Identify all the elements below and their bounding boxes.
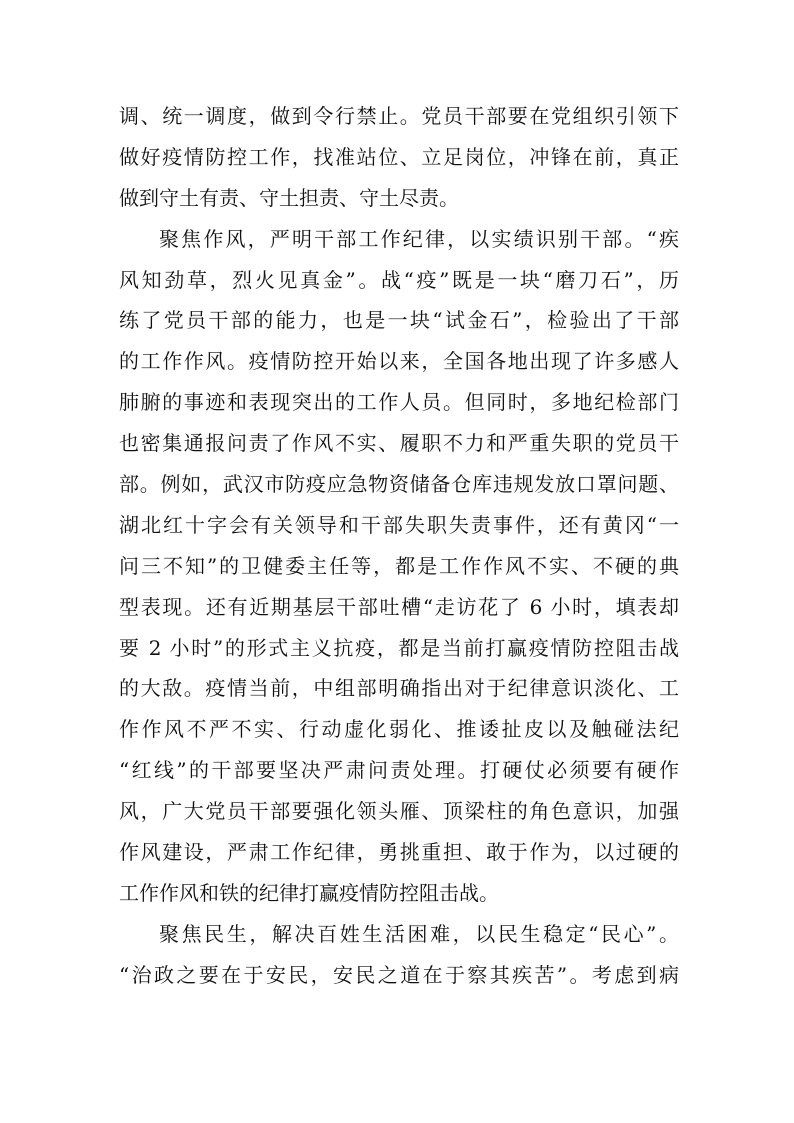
text-line: 调、统一调度，做到令行禁止。党员干部要在党组织引领下 [119,104,679,128]
text-line: 肺腑的事迹和表现突出的工作人员。但同时，多地纪检部门 [119,390,679,415]
text-line: 也密集通报问责了作风不实、履职不力和严重失职的党员干 [119,431,679,456]
text-line: 问三不知”的卫健委主任等，都是工作作风不实、不硬的典 [119,553,679,578]
body-text [119,96,679,996]
text-line: “治政之要在于安民，安民之道在于察其疾苦”。考虑到病 [119,962,679,987]
text-line: 作作风不严不实、行动虚化弱化、推诿扯皮以及触碰法纪 [119,717,679,742]
text-line: 作风建设，严肃工作纪律，勇挑重担、敢于作为，以过硬的 [119,840,679,865]
text-line: 聚焦作风，严明干部工作纪律，以实绩识别干部。“疾 [159,226,679,251]
text-line: 练了党员干部的能力，也是一块“试金石”，检验出了干部 [119,308,679,333]
text-line: 部。例如，武汉市防疫应急物资储备仓库违规发放口罩问题、 [119,472,679,497]
text-line: 风知劲草，烈火见真金”。战“疫”既是一块“磨刀石”，历 [119,267,679,292]
text-line: 做到守土有责、守土担责、守土尽责。 [119,185,459,210]
text-line: 聚焦民生，解决百姓生活困难，以民生稳定“民心”。 [159,921,679,946]
text-line: 型表现。还有近期基层干部吐槽“走访花了 6 小时，填表却 [119,594,679,619]
text-line: 的工作作风。疫情防控开始以来，全国各地出现了许多感人 [119,349,679,374]
text-line: “红线”的干部要坚决严肃问责处理。打硬仗必须要有硬作 [119,758,679,783]
text-line: 湖北红十字会有关领导和干部失职失责事件，还有黄冈“一 [119,512,679,537]
text-line: 的大敌。疫情当前，中组部明确指出对于纪律意识淡化、工 [119,676,679,701]
text-line: 工作作风和铁的纪律打赢疫情防控阻击战。 [119,880,499,905]
text-line: 做好疫情防控工作，找准站位、立足岗位，冲锋在前，真正 [119,144,679,169]
text-line: 要 2 小时”的形式主义抗疫，都是当前打赢疫情防控阻击战 [119,635,679,660]
text-line: 风，广大党员干部要强化领头雁、顶梁柱的角色意识，加强 [119,799,679,824]
